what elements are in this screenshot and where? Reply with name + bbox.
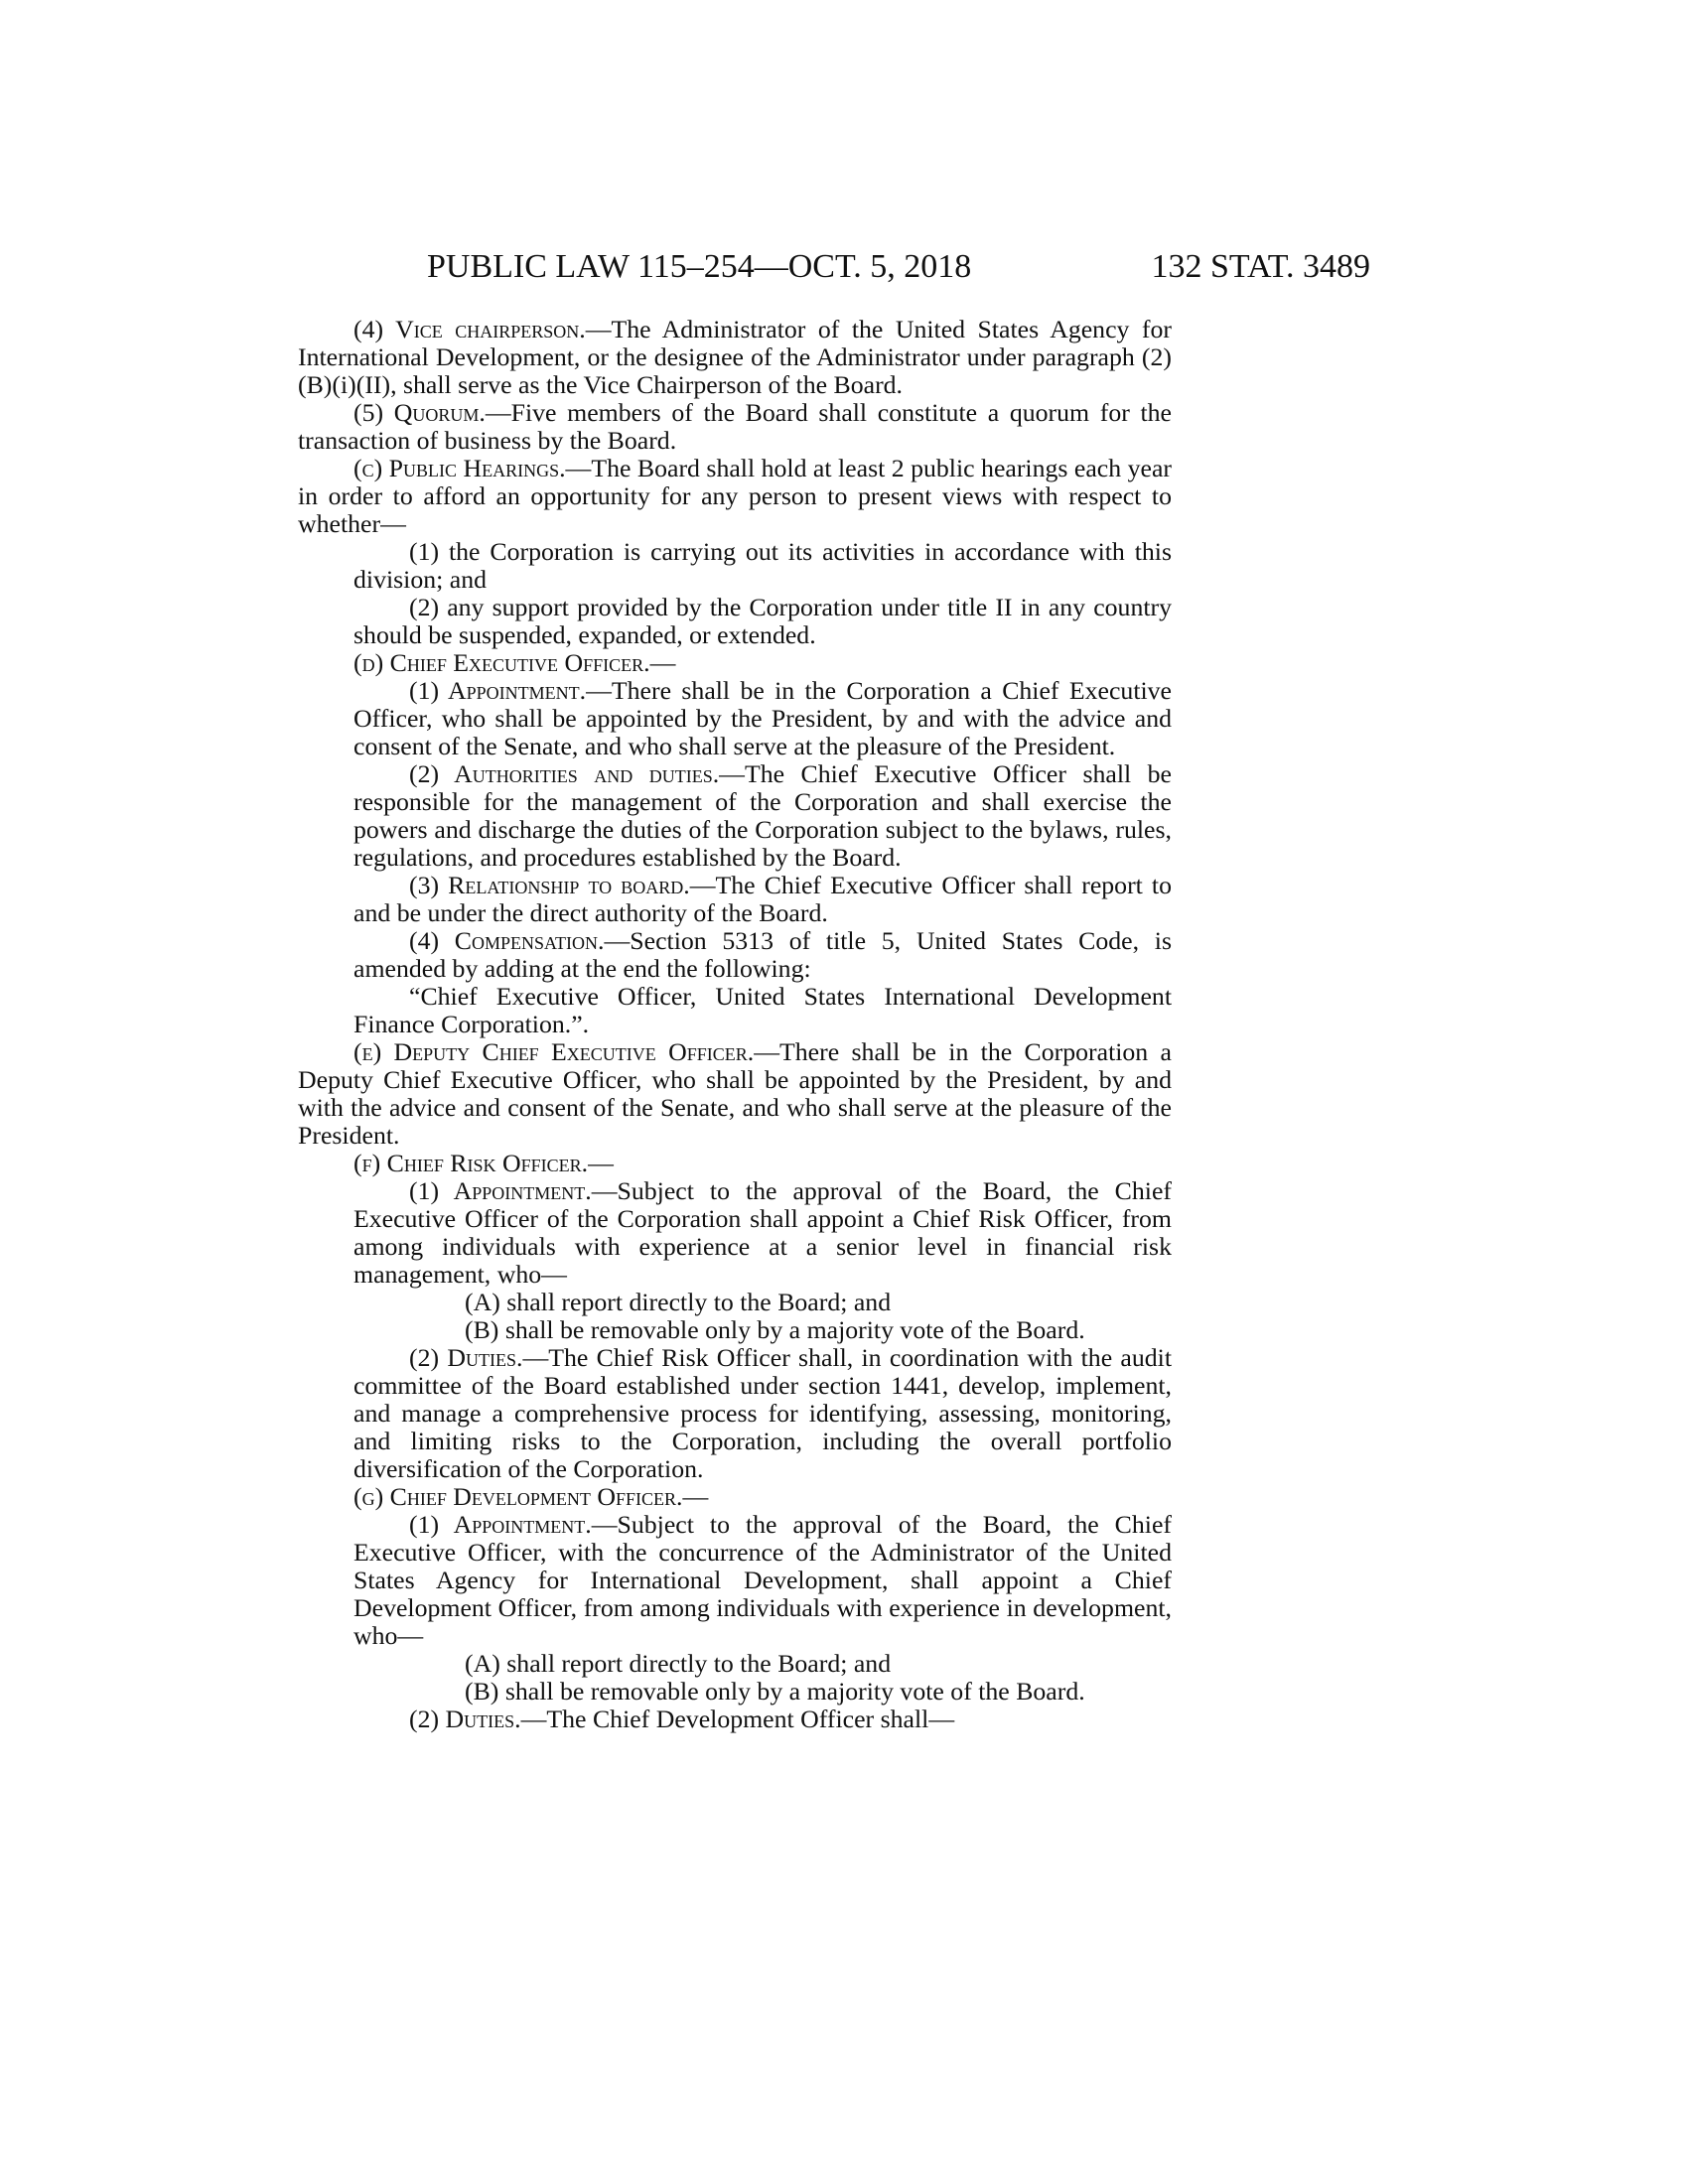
subparagraph — [298, 1289, 1172, 1316]
paragraph-text: “Chief Executive Officer, United States International Development Finance Corporation.”. — [353, 982, 1172, 1038]
paragraph — [298, 1511, 1172, 1650]
paragraph — [298, 1706, 1172, 1733]
paragraph-text: —The Board shall hold at least 2 public hearings each year in order to afford an opportunity for any person to present views with respect to whether— — [298, 454, 1172, 538]
running-head: PUBLIC LAW 115–254—OCT. 5, 2018 — [427, 248, 972, 285]
page-header — [427, 248, 1370, 298]
paragraph — [298, 1483, 1172, 1511]
paragraph-text: — — [649, 648, 676, 677]
paragraph — [298, 1177, 1172, 1289]
stat-citation: 132 STAT. 3489 — [1151, 248, 1370, 285]
paragraph-heading: (4) Vice chairperson. — [353, 315, 586, 343]
paragraph-text: —Subject to the approval of the Board, the Chief Executive Officer of the Corporation shall appoint a Chief Risk Officer, from among individuals with experience at a senior level in financial risk management, who— — [353, 1176, 1172, 1289]
paragraph-text: —The Chief Executive Officer shall report to and be under the direct authority of the Board. — [353, 871, 1173, 927]
paragraph-heading: (1) Appointment. — [409, 676, 587, 705]
subparagraph — [298, 1650, 1172, 1678]
paragraph-text: — — [588, 1149, 614, 1177]
paragraph — [298, 594, 1172, 649]
document-body — [298, 316, 1172, 1733]
paragraph-heading: (g) Chief Development Officer. — [353, 1482, 683, 1511]
paragraph-heading: (2) Authorities and duties. — [409, 759, 720, 788]
paragraph-text: —Subject to the approval of the Board, the Chief Executive Officer, with the concurrence of the Administrator of the United States Agency for International Development, shall appoint a Chief Development Officer, from among individuals with experience in development, who— — [353, 1510, 1172, 1650]
paragraph-text: —The Administrator of the United States Agency for International Development, or the designee of the Administrator under paragraph (2)(B)(i)(II), shall serve as the Vice Chairperson of the Board. — [298, 315, 1172, 399]
paragraph-text: (B) shall be removable only by a majority vote of the Board. — [465, 1677, 1085, 1706]
paragraph — [298, 872, 1172, 927]
paragraph — [298, 760, 1172, 872]
paragraph-text: —The Chief Development Officer shall— — [520, 1705, 955, 1733]
paragraph-heading: (4) Compensation. — [409, 926, 605, 955]
quoted-insertion — [298, 983, 1172, 1038]
paragraph-heading: (2) Duties. — [409, 1343, 523, 1372]
paragraph — [298, 1150, 1172, 1177]
paragraph — [298, 649, 1172, 677]
paragraph-heading: (2) Duties. — [409, 1705, 521, 1733]
paragraph-heading: (e) Deputy Chief Executive Officer. — [353, 1037, 755, 1066]
paragraph — [298, 455, 1172, 538]
paragraph — [298, 1344, 1172, 1483]
paragraph-text: —Five members of the Board shall constitute a quorum for the transaction of business by the Board. — [298, 398, 1172, 455]
paragraph-text: (2) any support provided by the Corporation under title II in any country should be suspended, expanded, or extended. — [353, 593, 1172, 649]
paragraph — [298, 538, 1172, 594]
subparagraph — [298, 1316, 1172, 1344]
paragraph-text: —The Chief Executive Officer shall be responsible for the management of the Corporation and shall exercise the powers and discharge the duties of the Corporation subject to the bylaws, rules, regulations, and procedures established by the Board. — [353, 759, 1173, 872]
paragraph-text: — — [682, 1482, 709, 1511]
paragraph-text: (A) shall report directly to the Board; and — [465, 1649, 892, 1678]
paragraph-text: (A) shall report directly to the Board; and — [465, 1288, 892, 1316]
paragraph — [298, 677, 1172, 760]
paragraph — [298, 316, 1172, 399]
subparagraph — [298, 1678, 1172, 1706]
paragraph-text: —The Chief Risk Officer shall, in coordination with the audit committee of the Board established under section 1441, develop, implement, and manage a comprehensive process for identifying, assessing, monitoring, and limiting risks to the Corporation, including the overall portfolio diversification of the Corporation. — [353, 1343, 1172, 1483]
paragraph-heading: (c) Public Hearings. — [353, 454, 566, 482]
paragraph-text: —There shall be in the Corporation a Deputy Chief Executive Officer, who shall be appointed by the President, by and with the advice and consent of the Senate, and who shall serve at the pleasure of the President. — [298, 1037, 1173, 1150]
paragraph-heading: (5) Quorum. — [353, 398, 486, 427]
paragraph-heading: (f) Chief Risk Officer. — [353, 1149, 589, 1177]
paragraph-text: (B) shall be removable only by a majority vote of the Board. — [465, 1315, 1085, 1344]
paragraph — [298, 399, 1172, 455]
paragraph-heading: (3) Relationship to board. — [409, 871, 690, 899]
paragraph — [298, 927, 1172, 983]
paragraph-heading: (d) Chief Executive Officer. — [353, 648, 650, 677]
paragraph-text: —There shall be in the Corporation a Chief Executive Officer, who shall be appointed by the President, by and with the advice and consent of the Senate, and who shall serve at the pleasure of the President. — [353, 676, 1172, 760]
paragraph-heading: (1) Appointment. — [409, 1510, 592, 1539]
paragraph — [298, 1038, 1172, 1150]
paragraph-text: (1) the Corporation is carrying out its activities in accordance with this division; and — [353, 537, 1172, 594]
paragraph-heading: (1) Appointment. — [409, 1176, 592, 1205]
paragraph-text: —Section 5313 of title 5, United States Code, is amended by adding at the end the following: — [353, 926, 1172, 983]
